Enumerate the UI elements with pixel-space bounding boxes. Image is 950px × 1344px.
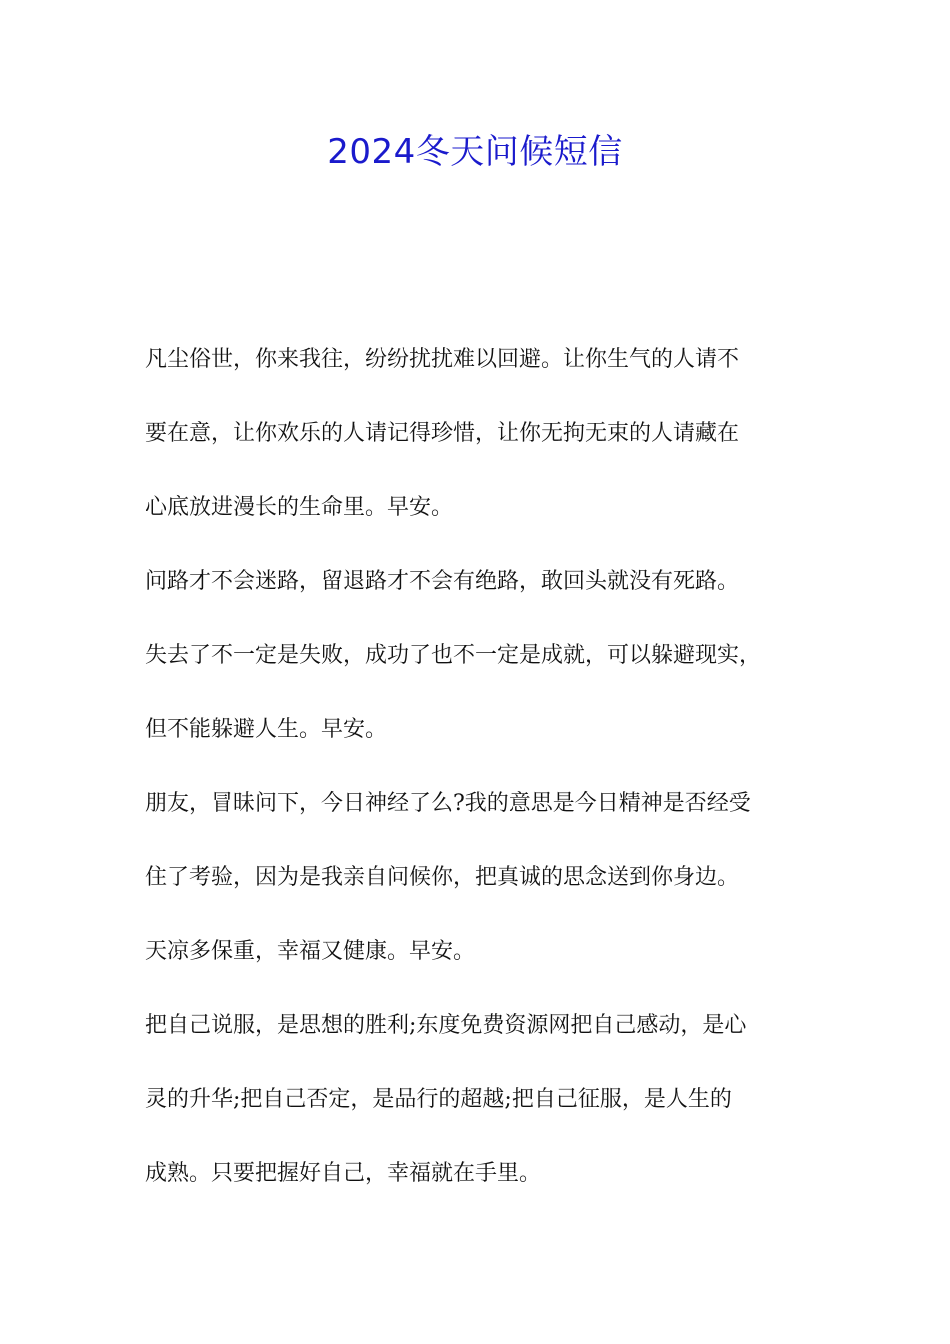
body-line: 要在意，让你欢乐的人请记得珍惜，让你无拘无束的人请藏在: [145, 421, 740, 446]
body-line: 凡尘俗世，你来我往，纷纷扰扰难以回避。让你生气的人请不: [145, 347, 740, 372]
body-line: 住了考验，因为是我亲自问候你，把真诚的思念送到你身边。: [145, 865, 740, 890]
body-line: 问路才不会迷路，留退路才不会有绝路，敢回头就没有死路。: [145, 569, 740, 594]
body-line: 把自己说服，是思想的胜利;东度免费资源网把自己感动，是心: [145, 1013, 747, 1038]
body-line: 失去了不一定是失败，成功了也不一定是成就，可以躲避现实，: [145, 643, 762, 668]
body-line: 朋友，冒昧问下，今日神经了么?我的意思是今日精神是否经受: [145, 791, 751, 816]
body-line: 但不能躲避人生。早安。: [145, 717, 388, 742]
body-line: 天凉多保重，幸福又健康。早安。: [145, 939, 476, 964]
body-line: 心底放进漫长的生命里。早安。: [145, 495, 454, 520]
document-body: [145, 336, 845, 1224]
document-title: 2024冬天问候短信: [327, 132, 623, 172]
body-line: 灵的升华;把自己否定，是品行的超越;把自己征服，是人生的: [145, 1087, 732, 1112]
body-line: 成熟。只要把握好自己，幸福就在手里。: [145, 1161, 542, 1186]
